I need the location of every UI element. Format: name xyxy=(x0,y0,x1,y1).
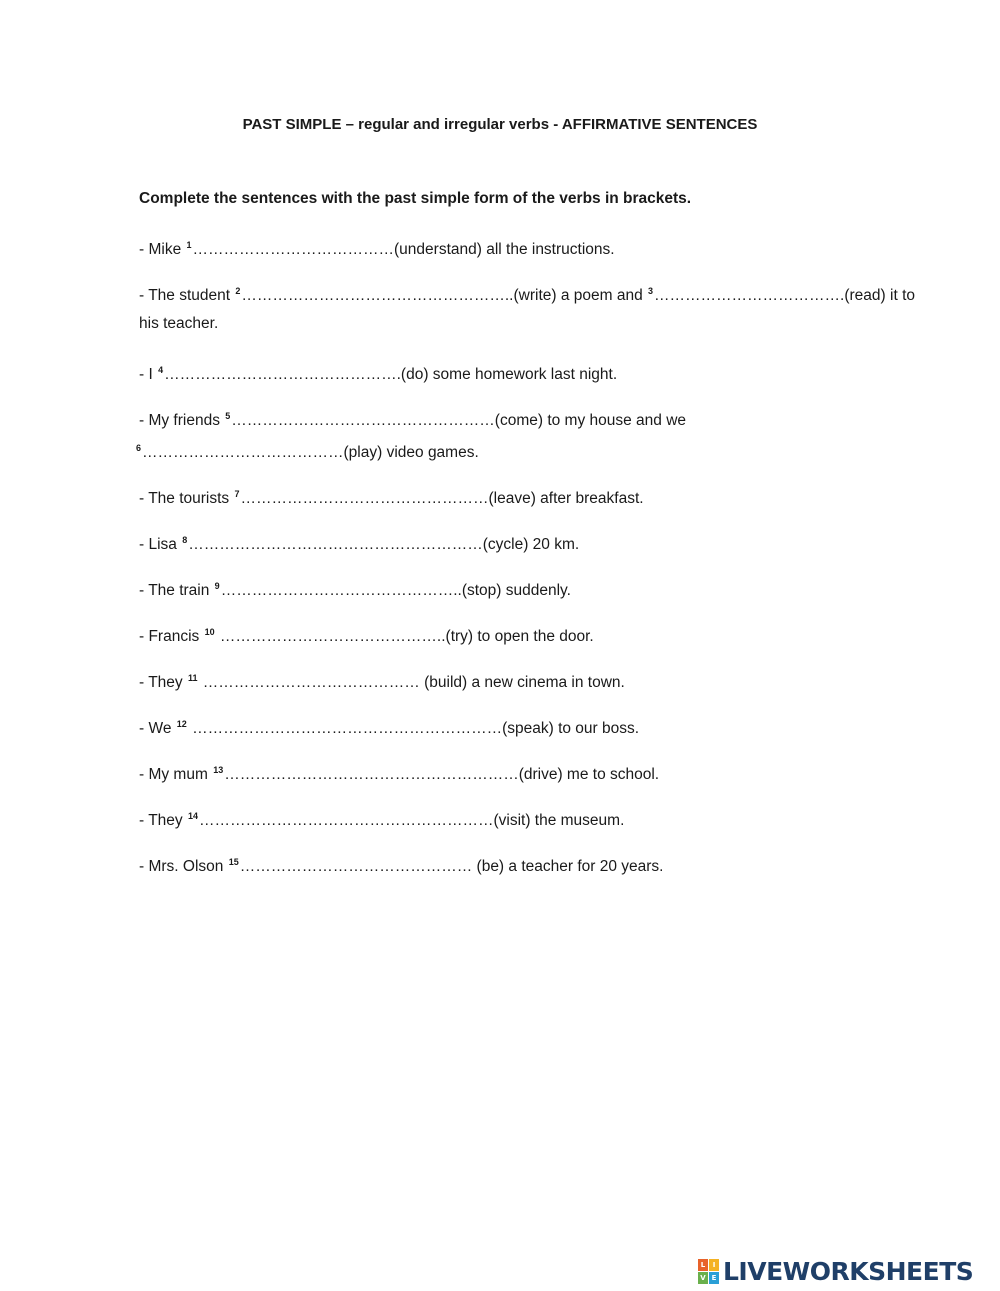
sentence-8: - Francis $^{10}$ ……………………………………..(try) to open the door. xyxy=(139,627,594,645)
answer-blank-6[interactable]: ………………………………… xyxy=(142,444,344,461)
sentence-1: - Mike $^1$…………………………………(understand) all the instructions. xyxy=(139,240,615,258)
sentence-9: - They $^{11}$ …………………………………… (build) a new cinema in town. xyxy=(139,673,625,691)
answer-blank-4[interactable]: ……………………………………… xyxy=(164,366,397,383)
answer-blank-2[interactable]: …………………………………………….. xyxy=(241,287,514,304)
sentence-4: - My friends $^5$……………………………………………(come) to my house and we xyxy=(139,411,687,429)
answer-blank-1[interactable]: ………………………………… xyxy=(192,241,395,258)
logo-letter: I xyxy=(709,1259,719,1271)
sentence-12: - They $^{14}$…………………………………………………(visit) the museum. xyxy=(139,811,625,829)
answer-blank-9[interactable]: ……………………………………….. xyxy=(220,582,462,599)
sentence-4-continued: $^6$…………………………………(play) video games. xyxy=(136,443,479,461)
sentence-13: - Mrs. Olson $^{15}$……………………………………… (be) a teacher for 20 years. xyxy=(139,857,664,875)
sentence-11: - My mum $^{13}$…………………………………………………(drive) me to school. xyxy=(139,765,660,783)
answer-blank-10[interactable]: …………………………………….. xyxy=(215,628,446,645)
sentence-7: - The train $^9$………………………………………..(stop) suddenly. xyxy=(139,581,571,599)
worksheet-title: PAST SIMPLE – regular and irregular verbs - AFFIRMATIVE SENTENCES xyxy=(242,116,758,133)
sentence-3: - I $^4$……………………………………….(do) some homework last night. xyxy=(139,365,618,383)
answer-blank-11[interactable]: …………………………………… xyxy=(198,674,425,691)
logo-letter: V xyxy=(698,1272,708,1284)
sentence-10: - We $^{12}$ ……………………………………………………(speak) to our boss. xyxy=(139,719,640,737)
liveworksheets-logo xyxy=(698,1257,973,1285)
logo-text: LIVEWORKSHEETS xyxy=(723,1256,974,1286)
answer-blank-5[interactable]: …………………………………………… xyxy=(231,412,495,429)
answer-blank-14[interactable]: ………………………………………………… xyxy=(198,812,494,829)
logo-letter: E xyxy=(709,1272,719,1284)
logo-mark-icon xyxy=(698,1259,719,1284)
instructions: Complete the sentences with the past simple form of the verbs in brackets. xyxy=(139,190,692,207)
sentence-6: - Lisa $^8$…………………………………………………(cycle) 20 km. xyxy=(139,535,580,553)
answer-blank-8[interactable]: ………………………………………………… xyxy=(188,536,483,553)
logo-letter: L xyxy=(698,1259,708,1271)
sentence-2: - The student $^2$……………………………………………..(write) a poem and $^3$……………………………….(read) it to xyxy=(139,286,915,304)
answer-blank-12[interactable]: …………………………………………………… xyxy=(187,720,503,737)
answer-blank-13[interactable]: ………………………………………………… xyxy=(224,766,519,783)
sentence-5: - The tourists $^7$…………………………………………(leave) after breakfast. xyxy=(139,489,644,507)
sentence-2-continued: his teacher. xyxy=(139,315,219,332)
answer-blank-7[interactable]: ………………………………………… xyxy=(240,490,489,507)
answer-blank-3[interactable]: ………………………………. xyxy=(654,287,845,304)
answer-blank-15[interactable]: ……………………………………… xyxy=(239,858,477,875)
